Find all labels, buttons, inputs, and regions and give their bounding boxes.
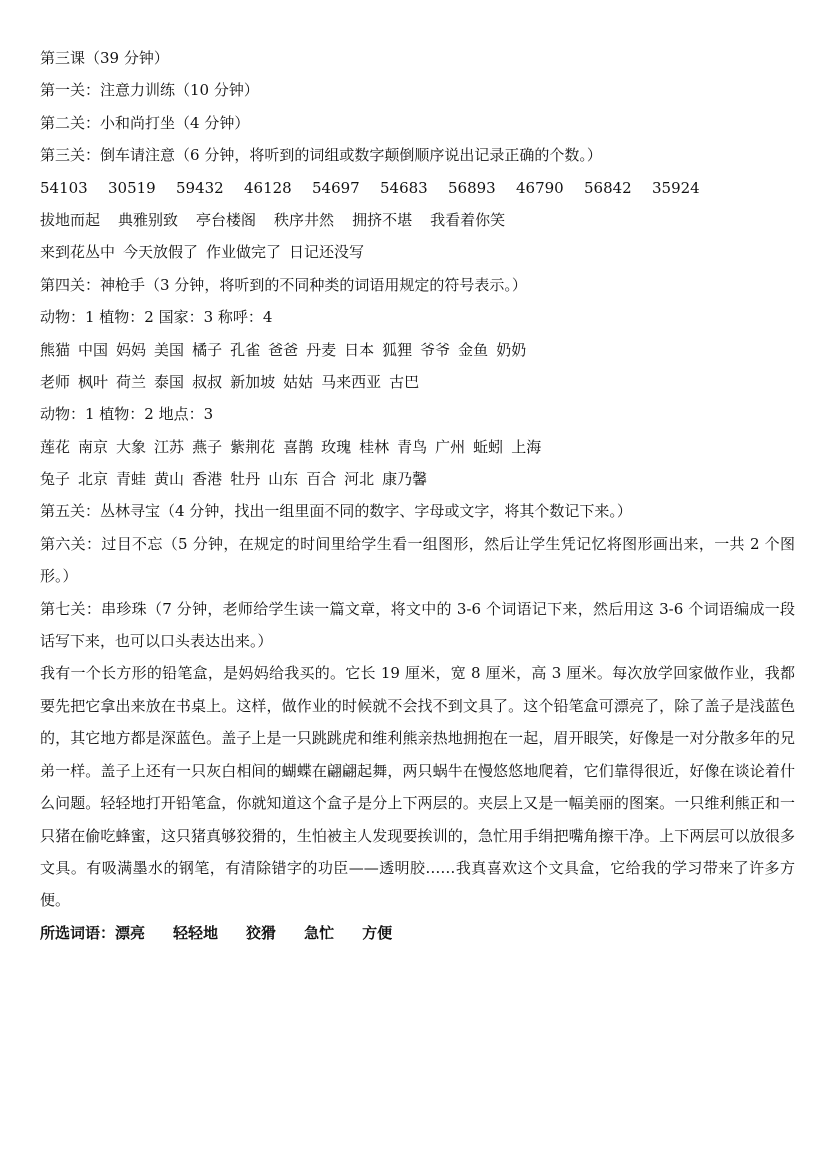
article-paragraph: 我有一个长方形的铅笔盒，是妈妈给我买的。它长 19 厘米，宽 8 厘米，高 3 厘米。每次放学回家做作业，我都要先把它拿出来放在书桌上。这样，做作业的时候就不会找不到文具了。这个铅笔盒可漂亮了，除了盖子是浅蓝色的，其它地方都是深蓝色。盖子上是一只跳跳虎和维利熊亲热地拥抱在一起，眉开眼笑，好像是一对分散多年的兄弟一样。盖子上还有一只灰白相间的蝴蝶在翩翩起舞，两只蜗牛在慢悠悠地爬着，它们靠得很近，好像在谈论着什么问题。轻轻地打开铅笔盒，你就知道这个盒子是分上下两层的。夹层上又是一幅美丽的图案。一只维利熊正和一只猪在偷吃蜂蜜，这只猪真够狡猾的，生怕被主人发现要挨训的，急忙用手绢把嘴角擦干净。上下两层可以放很多文具。有吸满墨水的钢笔，有清除错字的功臣——透明胶……我真喜欢这个文具盒，它给我的学习带来了许多方便。 xyxy=(40,664,795,910)
number-item: 54683 xyxy=(380,178,428,197)
word-item: 姑姑 xyxy=(283,372,314,391)
word-item: 老师 xyxy=(40,372,71,391)
word-list-2a xyxy=(40,431,795,463)
level-7: 第七关：串珍珠（7 分钟，老师给学生读一篇文章，将文中的 3-6 个词语记下来，然后用这 3-6 个词语编成一段话写下来，也可以口头表达出来。） xyxy=(40,599,795,651)
level-1: 第一关：注意力训练（10 分钟） xyxy=(40,81,259,100)
level-2: 第二关：小和尚打坐（4 分钟） xyxy=(40,113,250,132)
phrase-list xyxy=(40,236,795,268)
word-item: 北京 xyxy=(78,470,109,489)
word-item: 南京 xyxy=(78,437,109,456)
idiom-item: 秩序井然 xyxy=(274,210,335,229)
word-item: 孔雀 xyxy=(230,340,261,359)
word-item: 燕子 xyxy=(192,437,223,456)
word-item: 康乃馨 xyxy=(382,470,428,489)
word-item: 爷爷 xyxy=(420,340,451,359)
word-item: 山东 xyxy=(268,470,299,489)
idiom-list xyxy=(40,204,795,236)
selected-word: 急忙 xyxy=(304,923,335,942)
word-item: 大象 xyxy=(116,437,147,456)
word-item: 蚯蚓 xyxy=(473,437,504,456)
word-item: 青鸟 xyxy=(397,437,428,456)
number-item: 46790 xyxy=(516,178,564,197)
word-item: 青蛙 xyxy=(116,470,147,489)
lesson-title: 第三课（39 分钟） xyxy=(40,49,169,67)
document-page xyxy=(40,42,795,949)
selected-words xyxy=(40,917,795,949)
phrase-item: 作业做完了 xyxy=(206,243,282,262)
number-list xyxy=(40,172,795,204)
legend-2: 动物：1 植物：2 地点：3 xyxy=(40,405,214,424)
number-item: 56893 xyxy=(448,178,496,197)
idiom-item: 拔地而起 xyxy=(40,210,101,229)
level-3: 第三关：倒车请注意（6 分钟，将听到的词组或数字颠倒顺序说出记录正确的个数。） xyxy=(40,146,602,165)
word-item: 妈妈 xyxy=(116,340,147,359)
word-item: 广州 xyxy=(435,437,466,456)
word-item: 黄山 xyxy=(154,470,185,489)
level-4: 第四关：神枪手（3 分钟，将听到的不同种类的词语用规定的符号表示。） xyxy=(40,275,527,294)
level-6: 第六关：过目不忘（5 分钟，在规定的时间里给学生看一组图形，然后让学生凭记忆将图形画出来，一共 2 个图形。） xyxy=(40,534,795,586)
word-item: 金鱼 xyxy=(458,340,489,359)
phrase-item: 来到花丛中 xyxy=(40,243,116,262)
number-item: 54103 xyxy=(40,178,88,197)
word-item: 日本 xyxy=(344,340,375,359)
word-item: 枫叶 xyxy=(78,372,109,391)
word-item: 玫瑰 xyxy=(321,437,352,456)
selected-word: 漂亮 xyxy=(115,923,146,942)
word-item: 叔叔 xyxy=(192,372,223,391)
word-item: 泰国 xyxy=(154,372,185,391)
number-item: 54697 xyxy=(312,178,360,197)
word-item: 牡丹 xyxy=(230,470,261,489)
word-item: 江苏 xyxy=(154,437,185,456)
word-item: 橘子 xyxy=(192,340,223,359)
idiom-item: 亭台楼阁 xyxy=(196,210,257,229)
idiom-item: 我看着你笑 xyxy=(430,210,506,229)
word-item: 莲花 xyxy=(40,437,71,456)
word-item: 新加坡 xyxy=(230,372,276,391)
word-item: 马来西亚 xyxy=(321,372,382,391)
word-item: 香港 xyxy=(192,470,223,489)
number-item: 56842 xyxy=(584,178,632,197)
word-item: 上海 xyxy=(511,437,542,456)
idiom-item: 典雅别致 xyxy=(118,210,179,229)
word-item: 熊猫 xyxy=(40,340,71,359)
word-list-1a xyxy=(40,334,795,366)
selected-label: 所选词语： xyxy=(40,923,116,942)
selected-word: 轻轻地 xyxy=(173,923,219,942)
word-item: 美国 xyxy=(154,340,185,359)
word-item: 奶奶 xyxy=(496,340,527,359)
word-item: 狐狸 xyxy=(382,340,413,359)
word-list-2b xyxy=(40,463,795,495)
number-item: 46128 xyxy=(244,178,292,197)
word-item: 喜鹊 xyxy=(283,437,314,456)
idiom-item: 拥挤不堪 xyxy=(352,210,413,229)
word-item: 紫荆花 xyxy=(230,437,276,456)
word-item: 丹麦 xyxy=(306,340,337,359)
word-item: 兔子 xyxy=(40,470,71,489)
word-item: 桂林 xyxy=(359,437,390,456)
word-item: 荷兰 xyxy=(116,372,147,391)
number-item: 35924 xyxy=(652,178,700,197)
phrase-item: 今天放假了 xyxy=(123,243,199,262)
word-item: 中国 xyxy=(78,340,109,359)
phrase-item: 日记还没写 xyxy=(289,243,365,262)
number-item: 30519 xyxy=(108,178,156,197)
number-item: 59432 xyxy=(176,178,224,197)
word-item: 古巴 xyxy=(389,372,420,391)
word-item: 爸爸 xyxy=(268,340,299,359)
selected-word: 方便 xyxy=(362,923,393,942)
word-item: 百合 xyxy=(306,470,337,489)
legend-1: 动物：1 植物：2 国家：3 称呼：4 xyxy=(40,308,273,327)
level-5: 第五关：丛林寻宝（4 分钟，找出一组里面不同的数字、字母或文字，将其个数记下来。） xyxy=(40,502,632,521)
word-list-1b xyxy=(40,366,795,398)
word-item: 河北 xyxy=(344,470,375,489)
selected-word: 狡猾 xyxy=(246,923,277,942)
